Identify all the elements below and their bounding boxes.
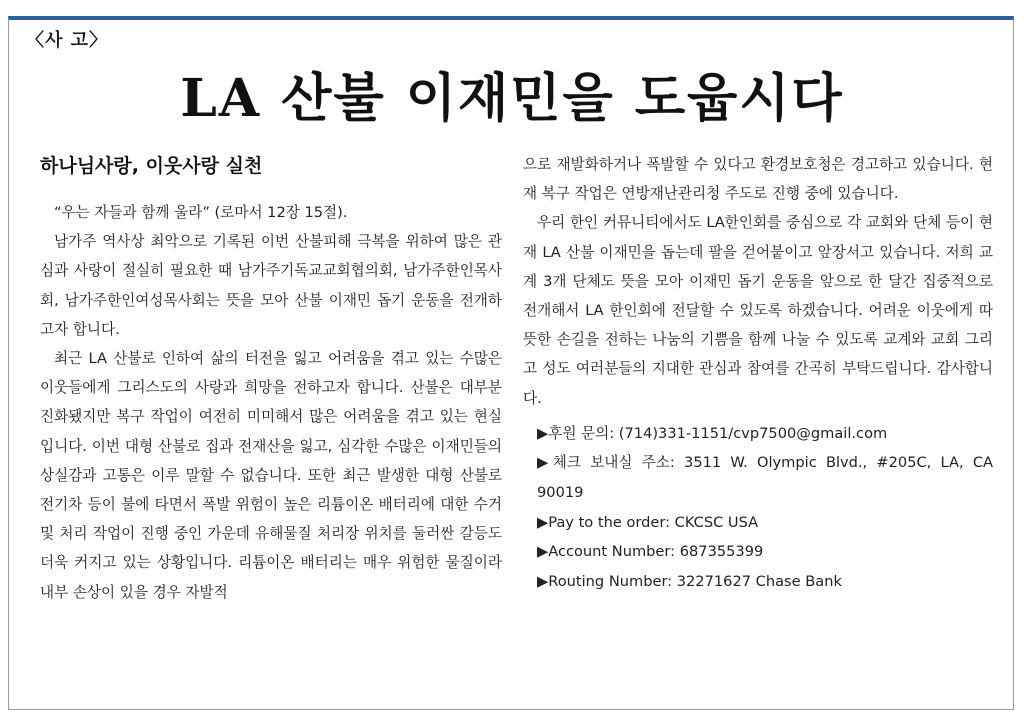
- subheadline: 하나님사랑, 이웃사랑 실천: [40, 155, 263, 177]
- check-address: ▶체크 보내실 주소: 3511 W. Olympic Blvd., #205C, LA, CA 90019: [537, 454, 993, 502]
- scripture-quote: “우는 자들과 함께 울라” (로마서 12장 15절).: [54, 204, 348, 221]
- donation-info: [523, 419, 993, 597]
- body-paragraph-1: 남가주 역사상 최악으로 기록된 이번 산불피해 극복을 위하여 많은 관심과 사랑이 절실히 필요한 때 남가주기독교교회협의회, 남가주한인목사회, 남가주한인여성목사회는 뜻을 모아 산불 이재민 돕기 운동을 전개하고자 합니다.: [40, 233, 502, 338]
- account-number: ▶Account Number: 687355399: [537, 543, 764, 561]
- notice-label: 〈사 고〉: [26, 30, 109, 51]
- left-column: [40, 150, 502, 607]
- body-paragraph-4: 우리 한인 커뮤니티에서도 LA한인회를 중심으로 각 교회와 단체 등이 현재 LA 산불 이재민을 돕는데 팔을 걷어붙이고 앞장서고 있습니다. 저희 교계 3개 단체도 뜻을 모아 이재민 돕기 운동을 앞으로 한 달간 집중적으로 전개해서 LA 한인회에 전달할 수 있도록 하겠습니다. 어려운 이웃에게 따뜻한 손길을 전하는 나눔의 기쁨을 함께 나눌 수 있도록 교계와 교회 그리고 성도 여러분들의 지대한 관심과 참여를 간곡히 부탁드립니다. 감사합니다.: [523, 214, 993, 407]
- pay-to-order: ▶Pay to the order: CKCSC USA: [537, 513, 759, 531]
- right-column: [523, 150, 993, 596]
- donation-contact: ▶후원 문의: (714)331-1151/cvp7500@gmail.com: [537, 424, 888, 442]
- body-paragraph-3: 으로 재발화하거나 폭발할 수 있다고 환경보호청은 경고하고 있습니다. 현재 복구 작업은 연방재난관리청 주도로 진행 중에 있습니다.: [523, 156, 993, 203]
- routing-number: ▶Routing Number: 32271627 Chase Bank: [537, 572, 842, 590]
- page-title: LA 산불 이재민을 도웁시다: [180, 68, 844, 129]
- body-paragraph-2: 최근 LA 산불로 인하여 삶의 터전을 잃고 어려움을 겪고 있는 수많은 이웃들에게 그리스도의 사랑과 희망을 전하고자 합니다. 산불은 대부분 진화됐지만 복구 작업이 여전히 미미해서 많은 어려움을 겪고 있는 현실입니다. 이번 대형 산불로 집과 전재산을 잃고, 심각한 수많은 이재민들의 상실감과 고통은 이루 말할 수 없습니다. 또한 최근 발생한 대형 산불로 전기차 등이 불에 타면서 폭발 위험이 높은 리튬이온 배터리에 대한 수거 및 처리 작업이 진행 중인 가운데 유해물질 처리장 위치를 둘러싼 갈등도 더욱 커지고 있는 상황입니다. 리튬이온 배터리는 매우 위험한 물질이라 내부 손상이 있을 경우 자발적: [40, 350, 502, 601]
